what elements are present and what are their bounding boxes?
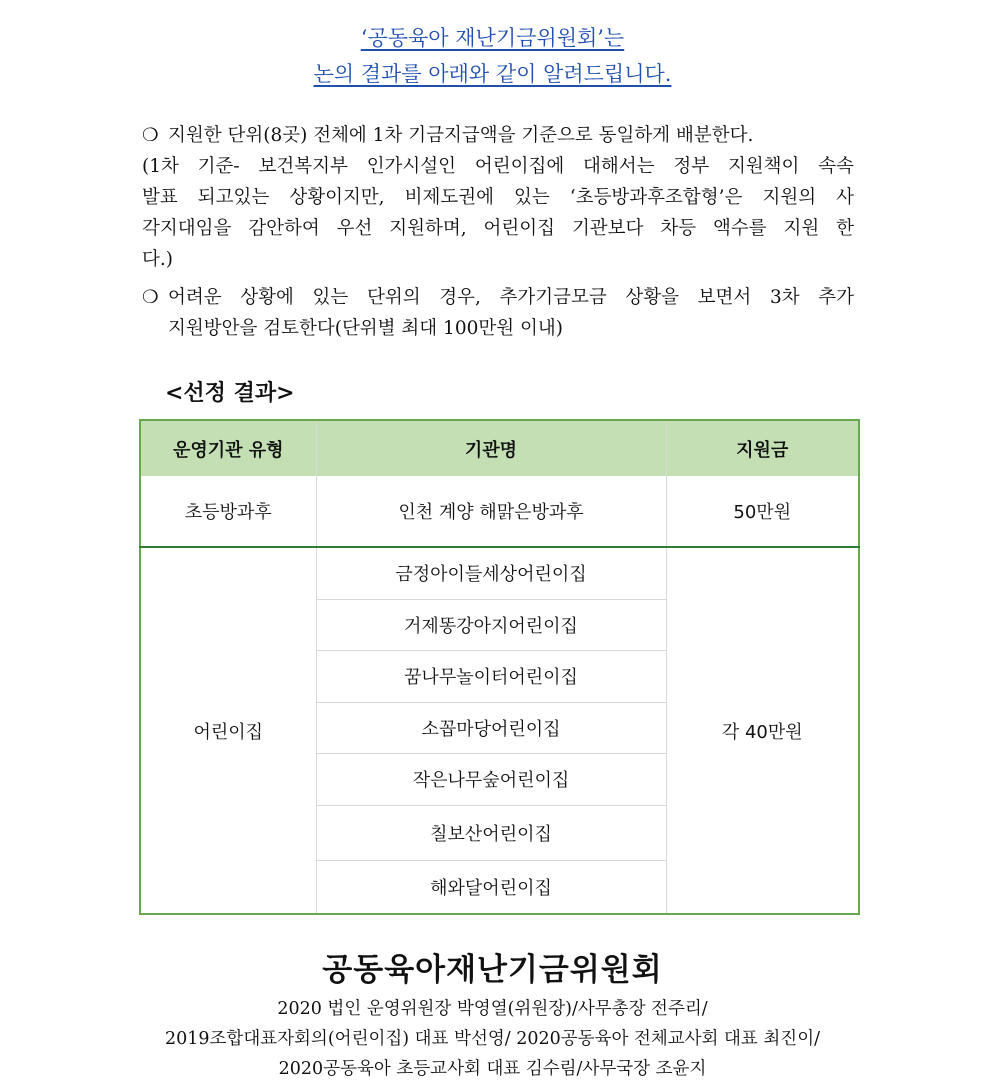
cell-type: 어린이집 [140, 547, 316, 914]
bullet-line: 발표 되고있는 상황이지만, 비제도권에 있는 ‘초등방과후조합형’은 지원의 사 [142, 187, 854, 208]
section-heading: <선정 결과> [165, 380, 295, 406]
header-name: 기관명 [316, 420, 666, 476]
bullet-line [142, 282, 854, 313]
cell-name: 거제똥강아지어린이집 [316, 599, 666, 650]
bullet-line: (1차 기준- 보건복지부 인가시설인 어린이집에 대해서는 정부 지원책이 속속 [142, 156, 854, 177]
bullet-item-distribution [142, 120, 854, 275]
notice-title-line-2: 논의 결과를 아래와 같이 알려드립니다. [313, 62, 672, 86]
cell-name: 인천 계양 해맑은방과후 [316, 476, 666, 547]
bullet-text: 어려운 상황에 있는 단위의 경우, 추가기금모금 상황을 보면서 3차 추가 [168, 287, 854, 308]
cell-amount: 50만원 [666, 476, 859, 547]
cell-name: 칠보산어린이집 [316, 805, 666, 860]
bullet-item-additional-support [142, 282, 854, 344]
cell-name: 해와달어린이집 [316, 860, 666, 914]
cell-amount: 각 40만원 [666, 547, 859, 914]
notice-title-line-1: ‘공동육아 재난기금위원회’는 [360, 26, 625, 50]
table-row [140, 547, 859, 599]
bullet-line: 지원방안을 검토한다(단위별 최대 100만원 이내) [168, 318, 563, 339]
bullet-line [142, 120, 854, 151]
cell-name: 소꼽마당어린이집 [316, 702, 666, 753]
footer-signatories-line: 2020 법인 운영위원장 박영열(위원장)/사무총장 전주리/ [277, 999, 708, 1019]
selection-result-table [139, 419, 860, 915]
table-row [140, 476, 859, 547]
footer-organization: 공동육아재난기금위원회 [322, 952, 663, 988]
footer-signatories-line: 2020공동육아 초등교사회 대표 김수림/사무국장 조윤지 [278, 1059, 707, 1079]
bullet-text: 지원한 단위(8곳) 전체에 1차 기금지급액을 기준으로 동일하게 배분한다. [168, 125, 754, 146]
bullet-line: 다.) [142, 249, 173, 270]
circle-bullet-icon: ❍ [142, 125, 159, 146]
table-header-row [140, 420, 859, 476]
cell-type: 초등방과후 [140, 476, 316, 547]
header-type: 운영기관 유형 [140, 420, 316, 476]
circle-bullet-icon: ❍ [142, 287, 159, 308]
cell-name: 작은나무숲어린이집 [316, 753, 666, 805]
header-amount: 지원금 [666, 420, 859, 476]
bullet-line: 각지대임을 감안하여 우선 지원하며, 어린이집 기관보다 차등 액수를 지원 한 [142, 218, 854, 239]
footer-signatories-line: 2019조합대표자회의(어린이집) 대표 박선영/ 2020공동육아 전체교사회 대표 최진이/ [164, 1029, 821, 1049]
cell-name: 꿈나무놀이터어린이집 [316, 650, 666, 702]
cell-name: 금정아이들세상어린이집 [316, 547, 666, 599]
